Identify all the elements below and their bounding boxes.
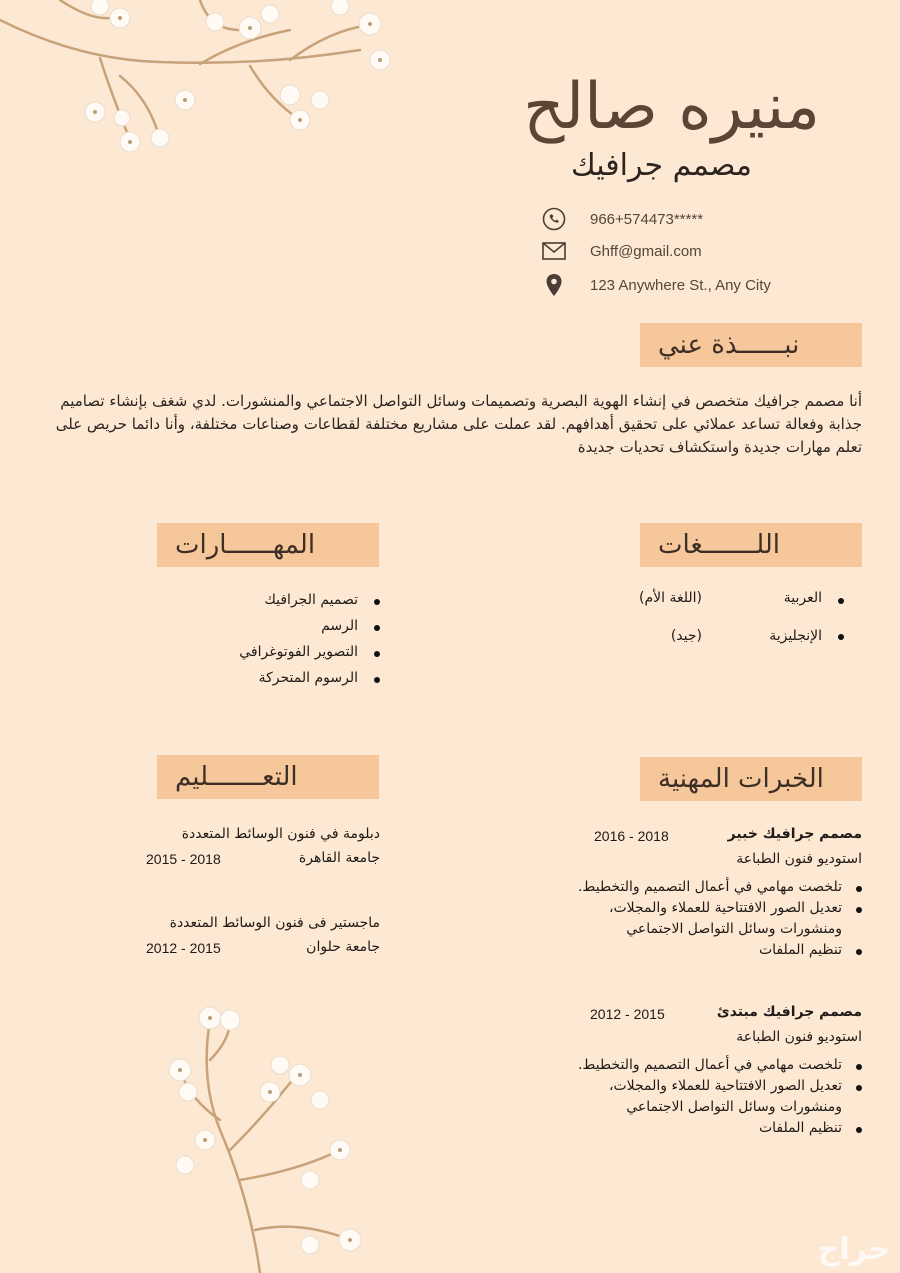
contact-phone[interactable]	[540, 206, 840, 232]
watermark: حراج	[817, 1232, 890, 1267]
languages-heading: اللـــــــغات	[640, 523, 862, 567]
education-heading: التعـــــــليم	[157, 755, 379, 799]
skills-heading: المهــــــارات	[157, 523, 379, 567]
job-company: استوديو فنون الطباعة	[736, 1029, 862, 1045]
skill-item: تصميم الجرافيك	[264, 592, 358, 608]
floral-branch-top	[0, 0, 400, 160]
job-dates: 2012 - 2015	[590, 1006, 665, 1022]
bullet	[374, 677, 380, 683]
job-dates: 2016 - 2018	[594, 828, 669, 844]
education-dates: 2015 - 2018	[146, 851, 221, 867]
bullet	[856, 1085, 862, 1091]
job-duty: تنظيم الملفات	[758, 1120, 842, 1136]
skills-list	[200, 592, 390, 702]
bullet	[856, 907, 862, 913]
experience-entry	[540, 826, 862, 966]
bullet	[856, 1127, 862, 1133]
job-duty: تلخصت مهامي في أعمال التصميم والتخطيط.	[577, 1057, 842, 1073]
education-entry	[140, 826, 380, 872]
contact-email[interactable]	[540, 238, 840, 264]
job-company: استوديو فنون الطباعة	[736, 851, 862, 867]
language-name: الإنجليزية	[769, 628, 822, 644]
experience-heading: الخبرات المهنية	[640, 757, 862, 801]
skill-item: الرسوم المتحركة	[258, 670, 358, 686]
skill-item: الرسم	[321, 618, 358, 634]
language-name: العربية	[783, 590, 822, 606]
education-dates: 2012 - 2015	[146, 940, 221, 956]
bullet	[374, 651, 380, 657]
mail-icon	[540, 238, 568, 264]
school: جامعة القاهرة	[298, 850, 380, 866]
education-entry	[140, 915, 380, 961]
language-level: (جيد)	[670, 628, 702, 644]
phone-icon	[540, 206, 568, 232]
language-level: (اللغة الأم)	[639, 590, 702, 606]
school: جامعة حلوان	[306, 939, 380, 955]
address-text: 123 Anywhere St., Any City	[590, 276, 771, 294]
bullet	[856, 1064, 862, 1070]
about-paragraph: أنا مصمم جرافيك متخصص في إنشاء الهوية البصرية وتصميمات وسائل التواصل الاجتماعي والمنشورات. لدي شغف بإنشاء تصاميم جذابة وفعالة تساعد عملائي على تحقيق أهدافهم. لقد عملت على مشاريع مختلفة لقطاعات وصناعات مختلفة، وأنا دائما حريص على تعلم مهارات جديدة واستكشاف تحديات جديدة	[55, 392, 862, 456]
experience-entry	[540, 1004, 862, 1144]
job-duty: ومنشورات وسائل التواصل الاجتماعي	[626, 1099, 842, 1115]
degree: دبلومة في فنون الوسائط المتعددة	[181, 826, 380, 842]
email-address: Ghff@gmail.com	[590, 242, 702, 260]
job-duty: تعديل الصور الافتتاحية للعملاء والمجلات،	[608, 1078, 842, 1094]
job-title: مصمم جرافيك	[570, 148, 752, 183]
contact-address	[540, 272, 840, 298]
job-duty: تنظيم الملفات	[758, 942, 842, 958]
person-name: منيره صالح	[523, 70, 820, 144]
bullet	[856, 949, 862, 955]
about-heading: نبــــــذة عني	[640, 323, 862, 367]
phone-number: 966+574473*****	[590, 210, 704, 228]
languages-list	[560, 590, 850, 660]
degree: ماجستير فى فنون الوسائط المتعددة	[169, 915, 380, 931]
job-duty: ومنشورات وسائل التواصل الاجتماعي	[626, 921, 842, 937]
skill-item: التصوير الفوتوغرافي	[239, 644, 358, 660]
floral-branch-bottom	[160, 1000, 380, 1273]
job-role: مصمم جرافيك خبير	[727, 826, 862, 842]
bullet	[374, 625, 380, 631]
bullet	[856, 886, 862, 892]
bullet	[838, 634, 844, 640]
location-pin-icon	[540, 272, 568, 298]
bullet	[838, 598, 844, 604]
job-role: مصمم جرافيك مبتدئ	[716, 1004, 862, 1020]
job-duty: تعديل الصور الافتتاحية للعملاء والمجلات،	[608, 900, 842, 916]
bullet	[374, 599, 380, 605]
job-duty: تلخصت مهامي في أعمال التصميم والتخطيط.	[577, 879, 842, 895]
